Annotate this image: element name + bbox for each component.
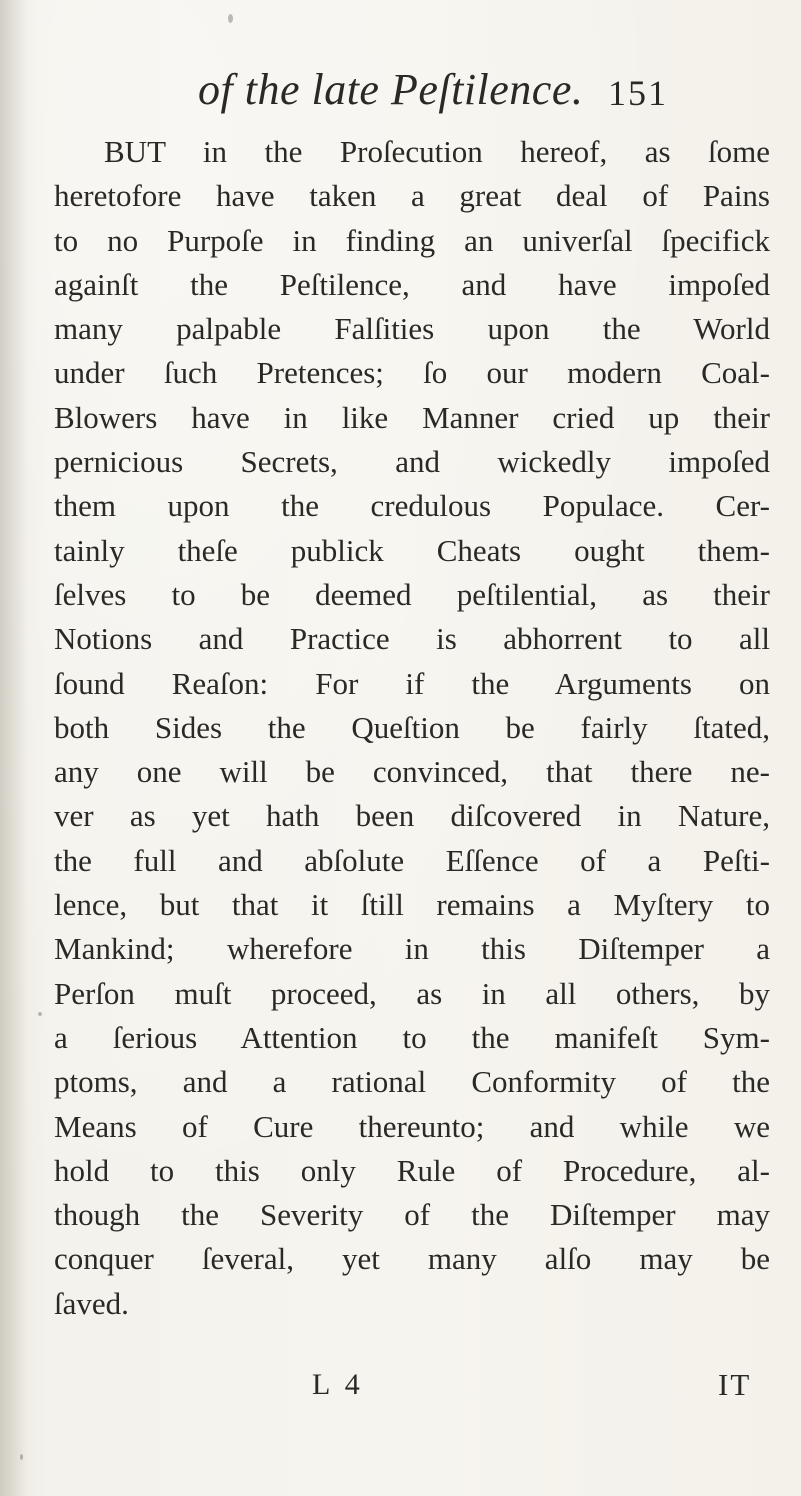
signature-mark: L 4 [312,1368,364,1401]
text-line: Perſon muſt proceed, as in all others, by [54,975,770,1011]
text-line: ptoms, and a rational Conformity of the [54,1064,770,1100]
text-line: BUT in the Proſecution hereof, as ſome [104,134,770,169]
text-line: to no Purpoſe in finding an univerſal ſpecifick [54,222,770,258]
ink-speck [228,14,233,23]
text-line: ſaved. [54,1285,129,1321]
text-line: both Sides the Queſtion be fairly ſtated, [54,709,770,745]
ink-speck [20,1454,23,1460]
text-line: any one will be convinced, that there ne- [54,754,770,790]
text-line: ſelves to be deemed peſtilential, as their [54,576,770,612]
text-line: though the Severity of the Diſtemper may [54,1197,770,1233]
text-line: the full and abſolute Eſſence of a Peſti- [54,842,770,878]
text-line: conquer ſeveral, yet many alſo may be [54,1241,770,1277]
text-line: ſound Reaſon: For if the Arguments on [54,665,770,701]
gutter-shadow [0,0,28,1496]
text-line: tainly theſe publick Cheats ought them- [54,532,770,568]
catchword: IT [718,1367,752,1402]
page-footer [0,1360,801,1410]
text-line: pernicious Secrets, and wickedly impoſed [54,444,770,480]
text-line: againſt the Peſtilence, and have impoſed [54,266,770,302]
text-line: lence, but that it ſtill remains a Myſtery to [54,887,770,923]
text-line: Notions and Practice is abhorrent to all [54,621,770,657]
text-line: heretofore have taken a great deal of Pains [54,178,770,214]
running-title: of the late Peſtilence. [198,65,584,114]
text-line: Blowers have in like Manner cried up their [54,399,770,435]
text-line: ver as yet hath been diſcovered in Nature, [54,798,770,834]
text-line: them upon the credulous Populace. Cer- [54,488,770,524]
text-line: hold to this only Rule of Procedure, al- [54,1152,770,1188]
text-line: Mankind; wherefore in this Diſtemper a [54,931,770,967]
page-number: 151 [608,73,668,113]
text-line: many palpable Falſities upon the World [54,311,770,347]
text-line: Means of Cure thereunto; and while we [54,1108,770,1144]
text-line: a ſerious Attention to the manifeſt Sym- [54,1019,770,1055]
page-header [0,62,801,118]
text-line: under ſuch Pretences; ſo our modern Coal- [54,355,770,391]
body-paragraph [54,130,770,1326]
ink-speck [38,1012,42,1016]
